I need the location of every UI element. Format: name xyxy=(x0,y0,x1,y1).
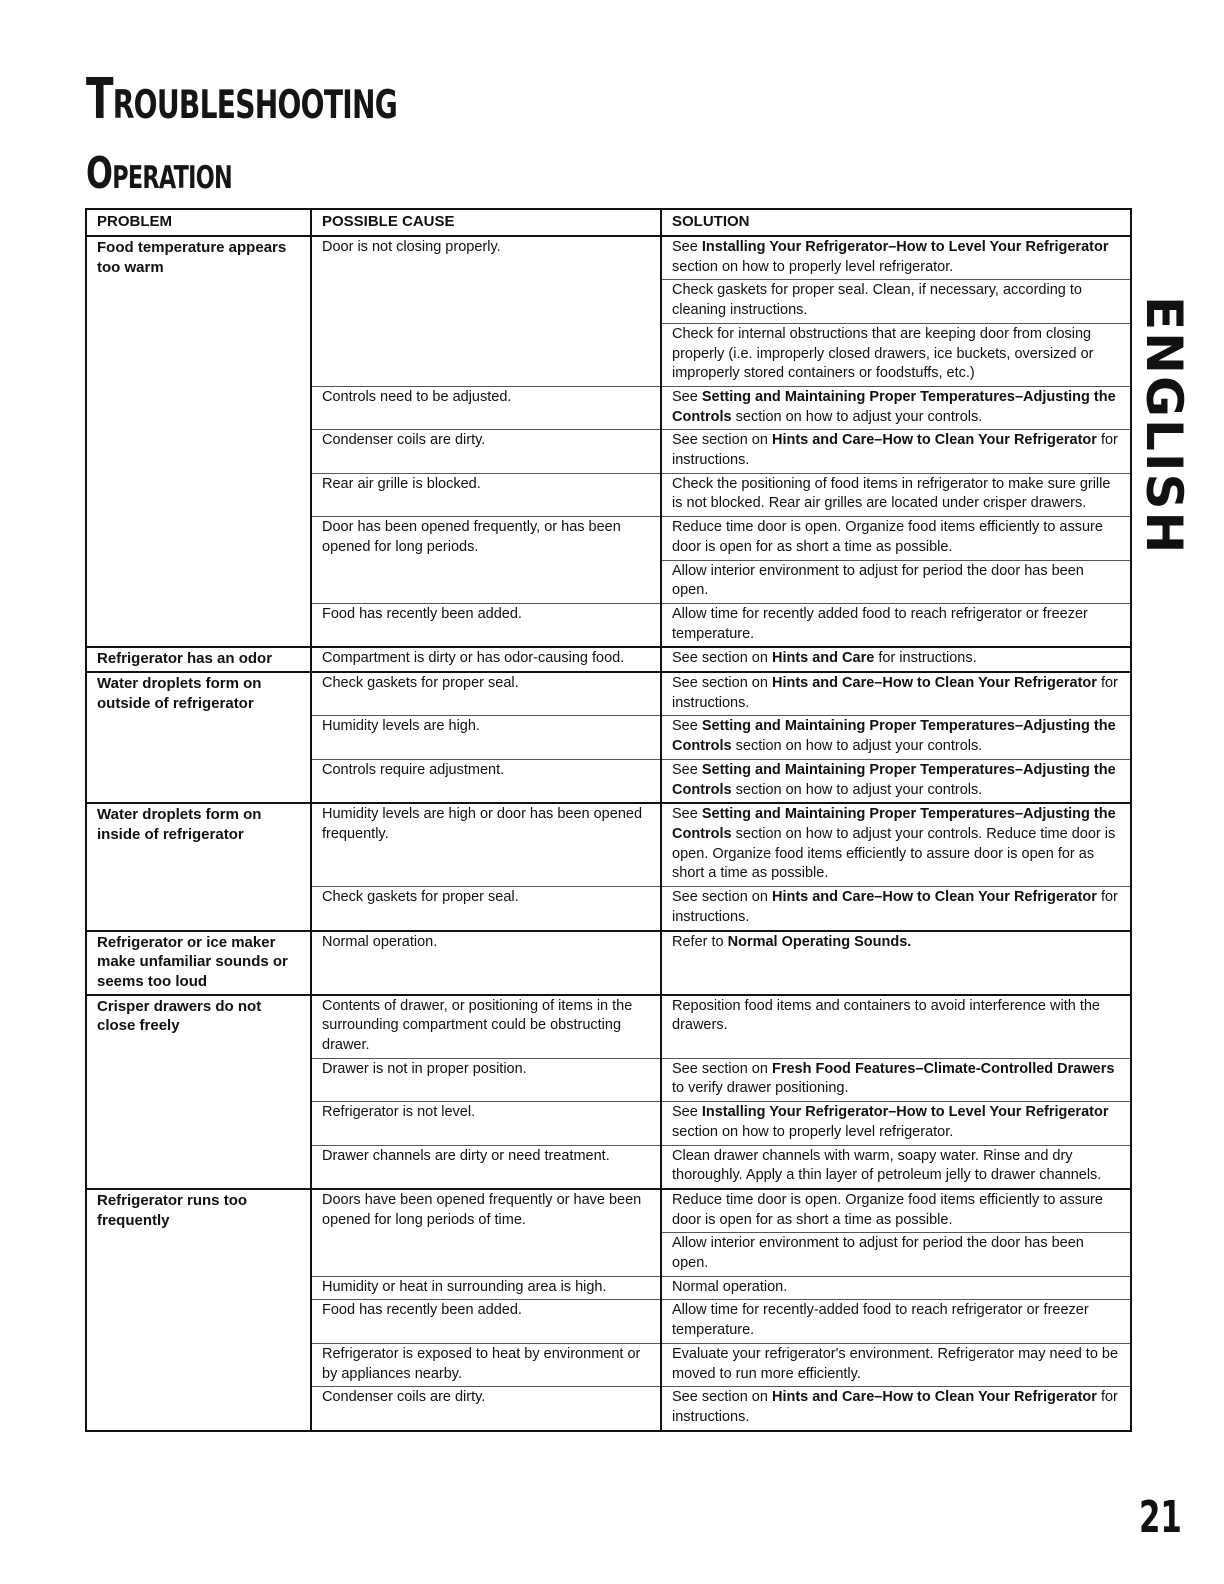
solution-cell xyxy=(661,1300,1131,1343)
solution-reference: Hints and Care–How to Clean Your Refrigerator xyxy=(771,432,1097,449)
solution-cell xyxy=(661,887,1131,931)
solution-text: See section on xyxy=(672,889,772,906)
cause-cell: Food has recently been added. xyxy=(311,603,661,647)
solution-text: Allow time for recently added food to reach refrigerator or freezer temperature. xyxy=(672,605,1088,642)
problem-cell: Refrigerator has an odor xyxy=(86,647,311,672)
table-body xyxy=(86,236,1131,1431)
solution-cell xyxy=(661,1145,1131,1189)
solution-text: section on how to properly level refrigerator. xyxy=(672,1123,954,1140)
solution-cell xyxy=(661,517,1131,560)
solution-cell xyxy=(661,473,1131,516)
language-tab xyxy=(1134,296,1194,556)
table-row xyxy=(86,1189,1131,1233)
solution-reference: Setting and Maintaining Proper Temperatures–Adjusting the Controls xyxy=(672,761,1116,798)
solution-cell xyxy=(661,931,1131,995)
solution-text: See xyxy=(672,1104,702,1121)
cause-cell: Controls require adjustment. xyxy=(311,759,661,803)
solution-reference: Hints and Care xyxy=(771,650,875,667)
cause-cell: Door has been opened frequently, or has been opened for long periods. xyxy=(311,517,661,604)
solution-cell xyxy=(661,1102,1131,1145)
cause-cell: Door is not closing properly. xyxy=(311,236,661,386)
cause-cell: Condenser coils are dirty. xyxy=(311,1387,661,1431)
cause-cell: Rear air grille is blocked. xyxy=(311,473,661,516)
solution-text: See xyxy=(672,761,702,778)
cause-cell: Refrigerator is not level. xyxy=(311,1102,661,1145)
table-row xyxy=(86,647,1131,672)
solution-text: for instructions. xyxy=(672,1389,1118,1425)
cause-cell: Controls need to be adjusted. xyxy=(311,386,661,429)
solution-text: for instructions. xyxy=(874,650,977,667)
solution-text: Check the positioning of food items in refrigerator to make sure grille is not blocked. Rear air grilles are located under crisper drawers. xyxy=(672,475,1111,512)
solution-text: for instructions. xyxy=(672,675,1118,711)
solution-text: Check gaskets for proper seal. Clean, if necessary, according to cleaning instructions. xyxy=(672,282,1082,319)
cause-cell: Refrigerator is exposed to heat by environment or by appliances nearby. xyxy=(311,1343,661,1386)
page-title: Troubleshooting xyxy=(86,67,398,132)
cause-cell: Check gaskets for proper seal. xyxy=(311,672,661,716)
solution-reference: Setting and Maintaining Proper Temperatures–Adjusting the Controls xyxy=(672,388,1116,425)
solution-reference: Installing Your Refrigerator–How to Level Your Refrigerator xyxy=(701,239,1109,255)
solution-text: section on how to adjust your controls. xyxy=(731,408,983,425)
table-row xyxy=(86,236,1131,280)
solution-text: See xyxy=(672,388,702,405)
solution-text: See xyxy=(672,806,702,823)
solution-cell xyxy=(661,560,1131,603)
cause-cell: Drawer is not in proper position. xyxy=(311,1058,661,1101)
problem-cell: Refrigerator runs too frequently xyxy=(86,1189,311,1431)
cause-cell: Humidity levels are high. xyxy=(311,716,661,759)
problem-cell: Crisper drawers do not close freely xyxy=(86,995,311,1189)
solution-cell xyxy=(661,386,1131,429)
solution-text: Normal operation. xyxy=(672,1278,788,1295)
header-problem: PROBLEM xyxy=(86,209,311,236)
solution-cell xyxy=(661,430,1131,473)
solution-text: Evaluate your refrigerator's environment. Refrigerator may need to be moved to run more efficiently. xyxy=(672,1345,1119,1382)
solution-text: Reposition food items and containers to avoid interference with the drawers. xyxy=(672,997,1100,1034)
cause-cell: Drawer channels are dirty or need treatment. xyxy=(311,1145,661,1189)
language-label: ENGLISH xyxy=(1135,296,1193,556)
cause-cell: Doors have been opened frequently or have been opened for long periods of time. xyxy=(311,1189,661,1276)
solution-cell xyxy=(661,1058,1131,1101)
problem-cell: Food temperature appears too warm xyxy=(86,236,311,647)
solution-text: Allow interior environment to adjust for period the door has been open. xyxy=(672,562,1084,599)
solution-reference: Installing Your Refrigerator–How to Level Your Refrigerator xyxy=(701,1104,1109,1121)
table-row xyxy=(86,672,1131,716)
problem-cell: Water droplets form on outside of refrigerator xyxy=(86,672,311,803)
solution-text: See section on xyxy=(672,675,772,692)
solution-text: Allow time for recently-added food to reach refrigerator or freezer temperature. xyxy=(672,1302,1089,1339)
cause-cell: Food has recently been added. xyxy=(311,1300,661,1343)
solution-reference: Hints and Care–How to Clean Your Refrigerator xyxy=(771,675,1097,692)
solution-cell xyxy=(661,1276,1131,1300)
table-row xyxy=(86,995,1131,1059)
table-row xyxy=(86,931,1131,995)
cause-cell: Humidity levels are high or door has been opened frequently. xyxy=(311,803,661,886)
problem-cell: Refrigerator or ice maker make unfamiliar sounds or seems too loud xyxy=(86,931,311,995)
solution-reference: Setting and Maintaining Proper Temperatures–Adjusting the Controls xyxy=(672,806,1116,842)
solution-cell xyxy=(661,236,1131,280)
cause-cell: Humidity or heat in surrounding area is high. xyxy=(311,1276,661,1300)
solution-reference: Hints and Care–How to Clean Your Refrigerator xyxy=(771,889,1097,906)
solution-cell xyxy=(661,759,1131,803)
solution-cell xyxy=(661,323,1131,386)
solution-text: Clean drawer channels with warm, soapy water. Rinse and dry thoroughly. Apply a thin layer of petroleum jelly to drawer channels. xyxy=(672,1147,1102,1184)
solution-cell xyxy=(661,647,1131,672)
solution-text: for instructions. xyxy=(672,432,1118,469)
header-solution: SOLUTION xyxy=(661,209,1131,236)
solution-cell xyxy=(661,803,1131,886)
solution-cell xyxy=(661,995,1131,1059)
solution-cell xyxy=(661,716,1131,759)
solution-text: Reduce time door is open. Organize food items efficiently to assure door is open for as short a time as possible. xyxy=(672,1191,1103,1228)
solution-text: See xyxy=(672,718,702,735)
solution-cell xyxy=(661,1189,1131,1233)
solution-cell xyxy=(661,280,1131,323)
header-possible-cause: POSSIBLE CAUSE xyxy=(311,209,661,236)
solution-reference: Hints and Care–How to Clean Your Refrigerator xyxy=(771,1389,1097,1406)
solution-reference: Fresh Food Features–Climate-Controlled Drawers xyxy=(771,1060,1115,1077)
solution-text: section on how to adjust your controls. Reduce time door is open. Organize food items efficiently to assure door is open for as short a time as possible. xyxy=(672,825,1116,882)
solution-cell xyxy=(661,1343,1131,1386)
solution-cell xyxy=(661,1233,1131,1276)
solution-cell xyxy=(661,1387,1131,1431)
solution-text: Refer to xyxy=(672,933,728,950)
solution-text: Check for internal obstructions that are keeping door from closing properly (i.e. improperly closed drawers, ice buckets, oversized or improperly stored containers or foodstuffs, etc.) xyxy=(672,325,1094,382)
cause-cell: Normal operation. xyxy=(311,931,661,995)
solution-cell xyxy=(661,603,1131,647)
table-header-row xyxy=(86,209,1131,236)
cause-cell: Condenser coils are dirty. xyxy=(311,430,661,473)
solution-reference: Normal Operating Sounds. xyxy=(727,933,912,950)
solution-text: to verify drawer positioning. xyxy=(672,1080,849,1097)
solution-text: See section on xyxy=(672,1389,772,1406)
solution-cell xyxy=(661,672,1131,716)
cause-cell: Compartment is dirty or has odor-causing food. xyxy=(311,647,661,672)
solution-text: section on how to adjust your controls. xyxy=(731,781,983,798)
solution-text: See xyxy=(672,239,702,255)
solution-text: See section on xyxy=(672,1060,772,1077)
page-number: 21 xyxy=(1139,1492,1182,1543)
table-row xyxy=(86,803,1131,886)
solution-text: See section on xyxy=(672,432,772,449)
solution-text: Reduce time door is open. Organize food items efficiently to assure door is open for as short a time as possible. xyxy=(672,519,1103,555)
problem-cell: Water droplets form on inside of refrigerator xyxy=(86,803,311,930)
solution-text: See section on xyxy=(672,650,772,667)
solution-text: section on how to properly level refrigerator. xyxy=(672,258,954,275)
cause-cell: Contents of drawer, or positioning of items in the surrounding compartment could be obstructing drawer. xyxy=(311,995,661,1059)
section-title: Operation xyxy=(86,148,232,199)
troubleshooting-table xyxy=(85,208,1132,1432)
solution-text: for instructions. xyxy=(672,889,1118,925)
solution-reference: Setting and Maintaining Proper Temperatures–Adjusting the Controls xyxy=(672,718,1116,755)
solution-text: Allow interior environment to adjust for period the door has been open. xyxy=(672,1235,1084,1272)
cause-cell: Check gaskets for proper seal. xyxy=(311,887,661,931)
solution-text: section on how to adjust your controls. xyxy=(731,738,983,755)
